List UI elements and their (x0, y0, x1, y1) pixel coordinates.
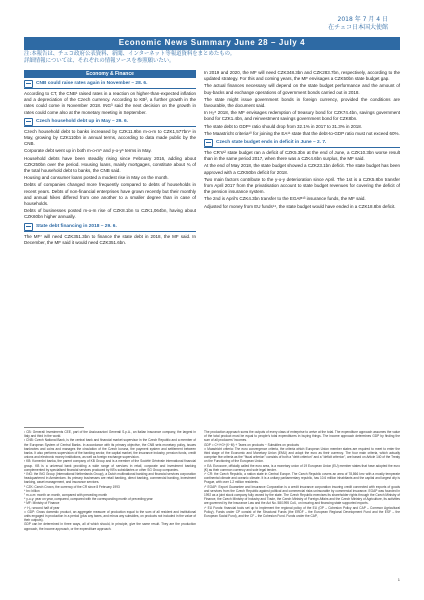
page-title: Economic News Summary June 28 – July 4 (118, 38, 306, 47)
paragraph: The actual finances necessary will depend on the state budget performance and the amount of buy-backs and exchange operations of government bonds carried out in 2018. (204, 83, 400, 95)
subsection-heading (24, 80, 196, 89)
footnote: ⁸ y-o-y: year on year, compared, compared with the corresponding month of preceding year (24, 497, 153, 502)
paragraph: In H₂⁸ 2018, the MF envisages redemption of treasury bond for CZK74.4bn, savings government bond for CZK1.4bn, and reinvestment savings government bond for CZK8bn. (204, 110, 400, 122)
paragraph: The state might issue government bonds in foreign currency, provided the conditions are favourable, the document said. (204, 96, 400, 109)
footnote: GDP = C+I+G+(X−M) + Taxes on products − Subsidies on products (204, 442, 299, 447)
footnote: ¹¹ GDP: Gross domestic product, an aggregate measure of production equal to the sum of all resident and institutional units engaged in production in a period (plus any taxes, and minus any subsidies, on products not included in the value of their outputs). (24, 509, 196, 523)
paragraph: Two main factors contribute to the y-o-y deterioration since April. The 1st is a CZK5.8bn transfer from April 2017 from the privatisation account to state budget revenues for covering the deficit of the pension insurance system. (204, 176, 400, 195)
paragraph: The CR's¹² state budget ran a deficit of CZK5.3bn at the end of June, a CZK10.3bn worse result than in the same period 2017, when there was a CZK4.6bn surplus, the MF said. (204, 150, 400, 162)
paragraph: Adjusted for money from EU funds¹⁴, the state budget would have ended in a CZK18.8bn deficit. (204, 203, 396, 209)
footnote: ¹⁴ CR: the Czech Republic, a nation state in Central Europe. The Czech Republic covers an area of 78,866 km² with a mostly temperate continental climate and oceanic climate. It is a unitary parliamentary republic, has 10.6 million inhabitants and the capital and largest city is Prague, with over 1.2 million residents. (204, 472, 400, 485)
paragraph: The Maastricht criteria¹⁰ for joining the EA¹¹ state that the debt-to-GDP ratio must not exceed 60%. (204, 130, 400, 136)
paragraph: In 2019 and 2020, the MF will need CZK348.3bn and CZK283.7bn, respectively, according to the updated strategy. For this and coming years, the MF envisages a CZK50bn state budget gap. (204, 70, 400, 82)
footnote: ⁵ CZK: Czech Crown, the currency of the CR since 8 February 1993 (24, 484, 120, 489)
page-number: 1 (397, 577, 400, 582)
paragraph: The 2nd is April's CZK4.3bn transfer to the EGAP¹³ insurance funds, the MF said. (204, 196, 366, 202)
paragraph: The state debt to GDP⁹ ratio should drop from 32.1% in 2017 to 31.3% in 2018. (204, 123, 363, 129)
paragraph: Debts of businesses posted m-o-m rise of CZK8.1bn to CZK1,064bn, having about CZK60bn higher annually. (24, 208, 196, 220)
footnote: ¹⁰ H₂: second half of year (24, 505, 60, 510)
paragraph: Household debts have been steadily rising since February 2016, adding about CZK250bn over the period. Housing loans, mainly mortgages, constitute about ¾ of the total household debt to banks, the CNB said. (24, 155, 196, 174)
news-icon (24, 80, 33, 88)
footnote: ⁶ bn: billion (24, 488, 40, 493)
news-icon (24, 118, 33, 126)
footnotes-right (204, 430, 400, 518)
footnotes-left (24, 430, 196, 531)
subsection-heading (204, 139, 400, 148)
footnote: ⁴ ING: the ING Group (International Netherlands Group), a Dutch multinational banking and financial services corporation headquartered in Amsterdam. Its primary businesses are retail banking, direct banking, commercial banking, investment banking, asset management, and insurance services. (24, 472, 196, 485)
left-column (24, 70, 196, 247)
footnote: ³ KB: Komerční banka, the parent company of KB Group and is a member of the Société Générale international financial group. KB is a universal bank providing a wide range of services in retail, corporate and investment banking complemented by specialised financial services produced by KB's subsidiaries or other SG Group companies. (24, 459, 196, 472)
section-title: Economy & Finance (24, 70, 196, 78)
header-date-block (328, 16, 388, 32)
paragraph: Debts of companies changed more frequently compared to debts of households in recent years. Debts of non-financial enterprises have grown recently but their monthly and annual hikes differed from one another to a smaller degree than in case of households. (24, 182, 196, 207)
header-org: 在チェコ日本国大使館 (328, 24, 388, 31)
paragraph: Housing and consumer loans posted a modest rise in May on the month. (24, 175, 169, 181)
paragraph: At the end of May 2018, the state budget showed a CZK23.1bn deficit. The state budget has been approved with a CZK50bn deficit for 2018. (204, 163, 400, 175)
paragraph: Corporate debt went up in both m-o-m⁵ and y-o-y⁶ terms in May. (24, 148, 152, 154)
subsection-heading (24, 118, 196, 127)
footnote: ¹ CB: Generali Investments CEE, part of the Assicurazioni Generali S.p.A., an Italian insurance company, the largest in Italy and third in the world. (24, 430, 196, 439)
intro-note (24, 51, 284, 65)
paragraph: Czech household debt to banks increased by CZK11.9bn m-o-m to CZK1,577bn⁴ in May, growing by CZK110bn in annual terms, according to data made public by the CNB. (24, 128, 196, 147)
subsection-title: State debt financing in 2018 – 29. 6. (36, 223, 117, 229)
footnote: ² CNB: Czech National Bank, is the central bank and financial market supervisor in the Czech Republic and a member of the European System of Central Banks. In accordance with its primary objective, the CNB sets monetary policy, issues banknotes and coins and manages the circulation of the Czech koruna, the payment system and settlement between banks. It also performs supervision of the banking sector, the capital market, the insurance industry, pension funds, credit unions and electronic money institutions, as well as foreign exchange supervision. (24, 438, 196, 460)
footnote: ⁹ MF: Ministry of Finance (24, 501, 60, 506)
intro-line: 注:本報告は、チェコ政府公表資料、新聞、インターネット等報道資料をまとめたもの。 (24, 51, 236, 57)
subsection-heading (24, 223, 196, 232)
footnote: ¹⁶ EU Funds: financial tools set up to implement the regional policy of the EU (OP – Cohesion Policy and CAP – Common Agricultural Policy). Funds under CP consist of the Structural Funds (the ERDF – the European Regional Development Fund and the ESF – the European Social Fund), and the CF – the Cohesion Fund. Funds under the CAP, (204, 505, 400, 519)
footnote: ¹⁵ EGAP: Export Guarantee and Insurance Corporation is a credit insurance corporation insuring credit connected with exports of goods and services from the Czech Republic against political and commercial risks uninsurable by commercial insurance. EGAP was founded in 1992 as a joint stock company fully owned by the state. The Czech Republic exercises its shareholder rights through the Czech Ministry of Finance, the Czech Ministry of Industry and Trade, the Czech Ministry of Foreign Affairs and the Czech Ministry of Agriculture, its activities are governed by the Insurance Law and the Act No. 58/1995 Coll., on insuring and financing state supported exports. (204, 484, 400, 506)
footnote: GDP can be determined in three ways, all of which should, in principle, give the same result. They are the production approach, the income approach, or the expenditure approach. (24, 522, 196, 531)
right-column (204, 70, 400, 211)
news-icon (24, 223, 33, 231)
subsection-title: Czech household debt up in May – 29. 6. (36, 118, 128, 124)
subsection-title: Czech state budget ends in deficit in June – 2. 7. (216, 139, 327, 145)
title-band (24, 37, 400, 50)
news-icon (204, 139, 213, 147)
footnote: ⁷ m-o-m: month on month, compared with preceding month (24, 493, 108, 498)
footnote-divider (24, 427, 84, 428)
footnote: ¹² Maastricht criteria: The euro convergence criteria, the criteria which European Union member states are required to meet to enter the third stage of the Economic and Monetary Union (EMU) and adopt the euro as their currency. The four main criteria, which actually comprise five criteria as the "fiscal criterion" consists of both a "debt criterion" and a "deficit criterion", are based on Article 140 of the Treaty on the Functioning of the European Union. (204, 446, 401, 464)
footnote: ¹³ EA: Eurozone, officially called the euro area, is a monetary union of 19 European Union (EU) member states that have adopted the euro (€) as their common currency and sole legal tender. (204, 463, 400, 472)
intro-line: 詳細情報については、それぞれの情報ソースを参照願いたい。 (24, 58, 175, 64)
header-date: 2018 年 7 月 4 日 (337, 16, 388, 23)
subsection-title: CNB could raise rates again in November – 28. 6. (36, 80, 148, 86)
paragraph: The MF⁷ will need CZK351.3bn to finance the state debt in 2018, the MF said. In December, the MF said it would need CZK351.6bn. (24, 233, 196, 245)
footnote: The production approach sums the outputs of every class of enterprise to arrive at the total. The expenditure approach assumes the value of the total product must be equal to people's total expenditures in buying things. The income approach determines GDP by finding the sum of all producers' incomes. (204, 430, 400, 443)
paragraph: According to CT, the CNB¹ raised rates in a reaction on higher-than-expected inflation and a depreciation of the Czech currency. According to KB², a further growth in the rates could come in November 2018. ING³ said the next decision on the growth in rates could come also at the monetary meeting in September. (24, 91, 196, 115)
